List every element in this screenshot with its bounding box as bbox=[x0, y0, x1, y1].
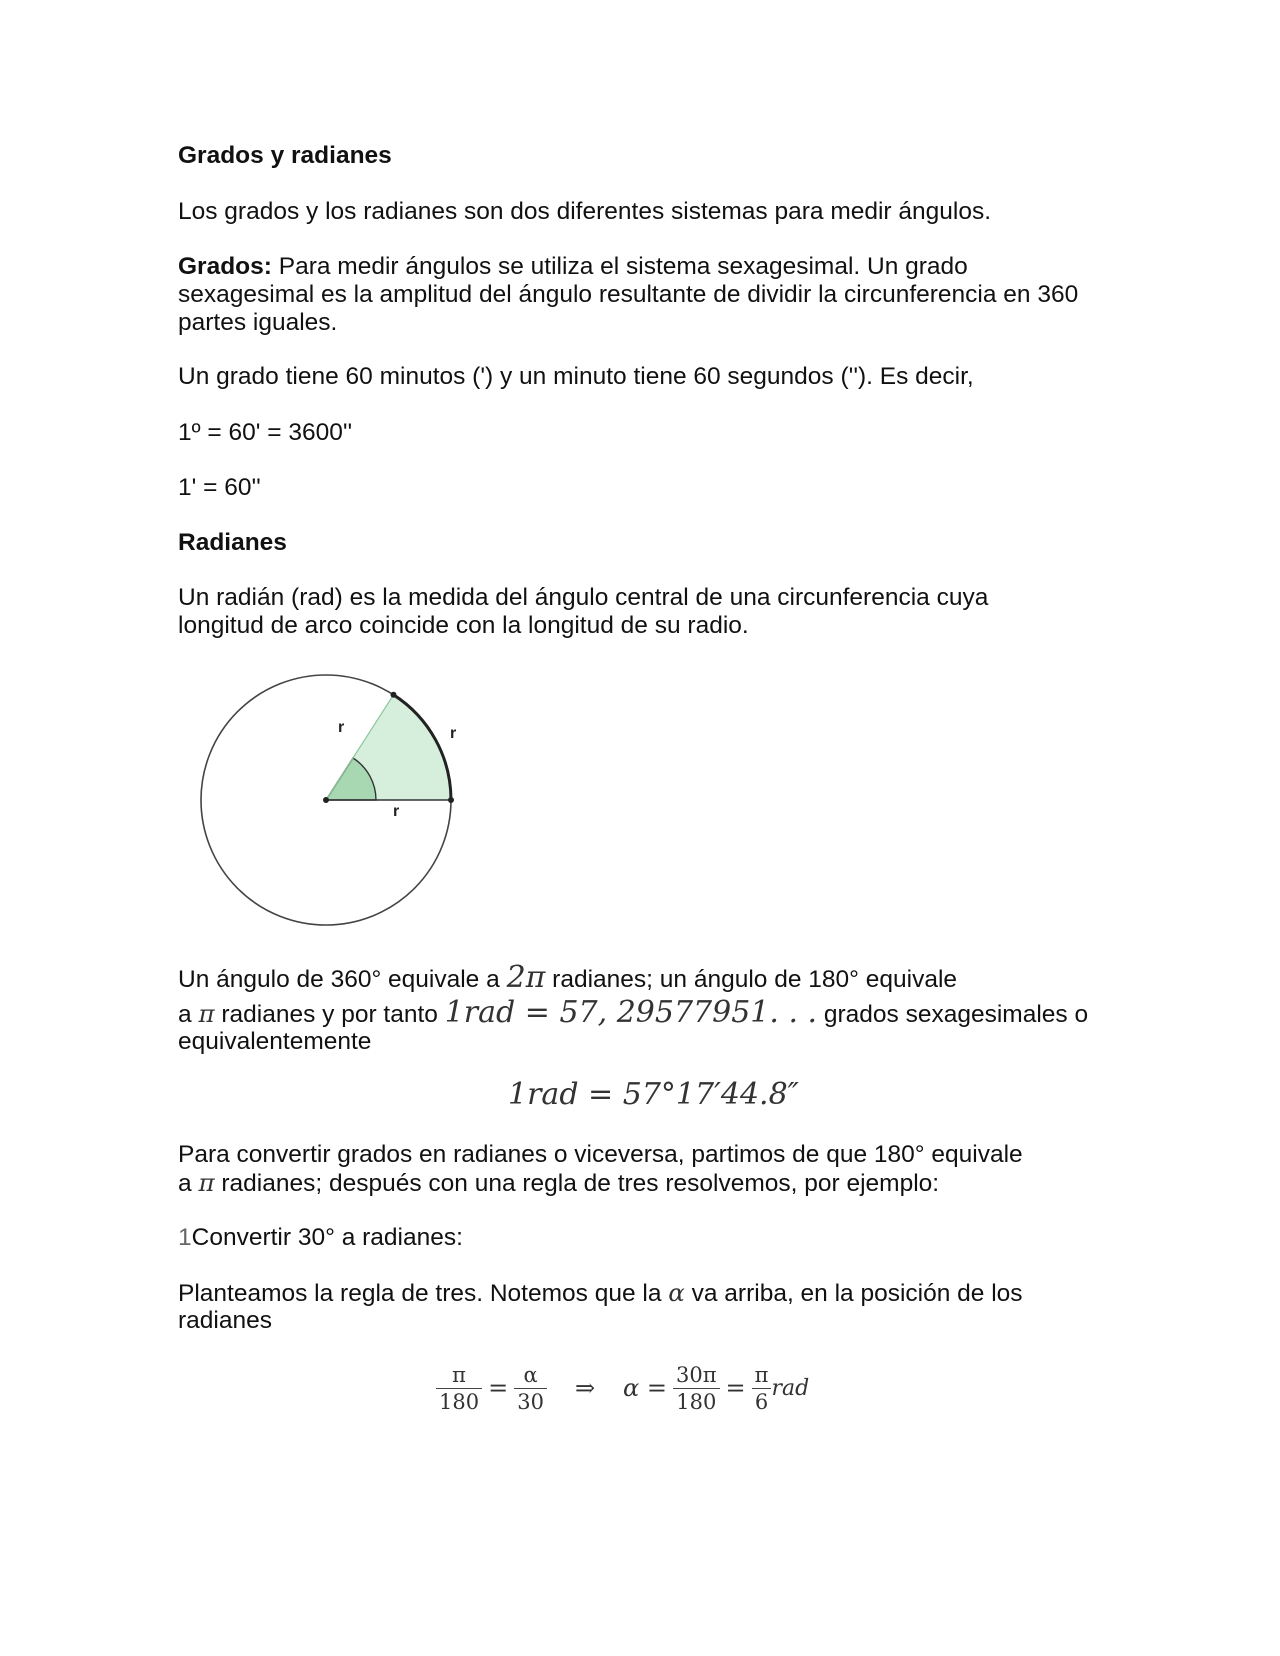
frac1-den: 180 bbox=[439, 1390, 480, 1414]
dms-equation: 1rad = 57°17′44.8″ bbox=[508, 1077, 799, 1112]
page-title: Grados y radianes bbox=[178, 142, 392, 169]
regla-line2: radianes bbox=[178, 1307, 272, 1334]
pi-math: π bbox=[198, 999, 215, 1028]
minutos-paragraph: Un grado tiene 60 minutos (') y un minuto tiene 60 segundos (''). Es decir, bbox=[178, 363, 974, 390]
fraction-pi-180 bbox=[436, 1362, 482, 1415]
fraction-alpha-30 bbox=[514, 1362, 547, 1415]
convert-text-a: a bbox=[178, 1170, 199, 1197]
equals-1: = bbox=[488, 1374, 509, 1402]
pi-math-2: π bbox=[198, 1168, 215, 1197]
center-point bbox=[323, 797, 329, 803]
label-arc: r bbox=[450, 725, 457, 742]
radianes-heading: Radianes bbox=[178, 529, 287, 556]
radian-paragraph-line1: Un radián (rad) es la medida del ángulo central de una circunferencia cuya bbox=[178, 584, 989, 611]
alpha-equals: α = bbox=[623, 1374, 667, 1402]
p360-text-a: Un ángulo de 360° equivale a bbox=[178, 966, 507, 993]
grados-paragraph-line2: sexagesimal es la amplitud del ángulo resultante de dividir la circunferencia en 360 bbox=[178, 281, 1079, 308]
p360-text-b: radianes; un ángulo de 180° equivale bbox=[545, 966, 958, 993]
arc-end-point bbox=[448, 797, 454, 803]
p180-text-c: grados sexagesimales o bbox=[817, 1001, 1089, 1028]
p180-line bbox=[178, 995, 1089, 1030]
regla-text-a: Planteamos la regla de tres. Notemos que la bbox=[178, 1280, 669, 1307]
equation-minute: 1' = 60'' bbox=[178, 474, 261, 501]
frac2-num: α bbox=[514, 1362, 547, 1389]
frac4-den: 6 bbox=[754, 1390, 769, 1414]
equals-2: = bbox=[725, 1374, 746, 1402]
p360-line bbox=[178, 960, 958, 995]
frac1-num: π bbox=[436, 1362, 482, 1389]
convert-line1: Para convertir grados en radianes o viceversa, partimos de que 180° equivale bbox=[178, 1141, 1023, 1168]
frac4-num: π bbox=[752, 1362, 772, 1389]
regla-formula bbox=[436, 1362, 809, 1415]
p180-text-b: radianes y por tanto bbox=[214, 1001, 445, 1028]
radian-diagram bbox=[188, 670, 478, 940]
frac3-num: 30π bbox=[673, 1362, 720, 1389]
alpha-math: α bbox=[668, 1278, 685, 1307]
example-number: 1 bbox=[178, 1224, 192, 1251]
frac3-den: 180 bbox=[676, 1390, 717, 1414]
equation-degree: 1º = 60' = 3600'' bbox=[178, 419, 353, 446]
convert-text-b: radianes; después con una regla de tres resolvemos, por ejemplo: bbox=[214, 1170, 940, 1197]
grados-paragraph-line1 bbox=[178, 252, 968, 281]
radian-paragraph-line2: longitud de arco coincide con la longitud de su radio. bbox=[178, 612, 749, 639]
label-radius-bottom: r bbox=[393, 803, 400, 820]
rad-decimal-math: 1rad = 57, 29577951. . . bbox=[444, 995, 818, 1030]
arc-start-point bbox=[391, 692, 397, 698]
fraction-30pi-180 bbox=[673, 1362, 720, 1415]
grados-label: Grados: bbox=[178, 253, 272, 280]
fraction-pi-6 bbox=[752, 1362, 772, 1415]
label-radius-top: r bbox=[338, 719, 345, 736]
equiv-line: equivalentemente bbox=[178, 1028, 372, 1055]
example-line bbox=[178, 1223, 463, 1252]
implies-arrow: ⇒ bbox=[574, 1374, 596, 1402]
p180-text-a: a bbox=[178, 1001, 199, 1028]
regla-line1 bbox=[178, 1278, 1023, 1308]
example-text: Convertir 30° a radianes: bbox=[191, 1224, 463, 1251]
intro-paragraph: Los grados y los radianes son dos diferentes sistemas para medir ángulos. bbox=[178, 198, 992, 225]
grados-text: Para medir ángulos se utiliza el sistema sexagesimal. Un grado bbox=[271, 253, 968, 280]
convert-line2 bbox=[178, 1168, 939, 1198]
frac2-den: 30 bbox=[517, 1390, 544, 1414]
rad-unit: rad bbox=[771, 1376, 810, 1401]
two-pi-math: 2π bbox=[506, 960, 546, 995]
regla-text-b: va arriba, en la posición de los bbox=[684, 1280, 1023, 1307]
grados-paragraph-line3: partes iguales. bbox=[178, 309, 338, 336]
